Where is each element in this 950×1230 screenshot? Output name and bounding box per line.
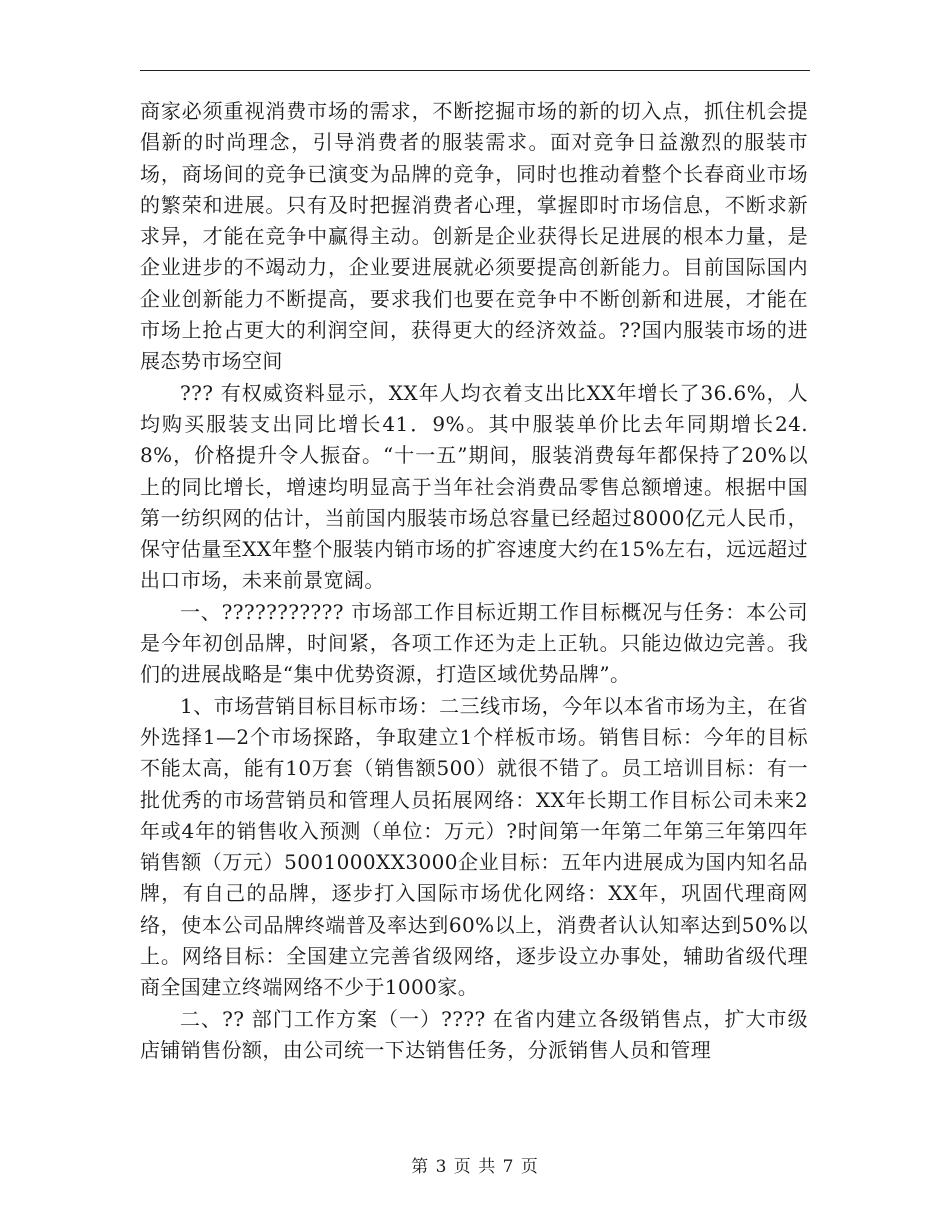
paragraph-5: 二、?? 部门工作方案（一）???? 在省内建立各级销售点，扩大市级店铺销售份额，由公司统一下达销售任务，分派销售人员和管理 bbox=[140, 1006, 808, 1062]
paragraph-3: 一、??????????? 市场部工作目标近期工作目标概况与任务：本公司是今年初创品牌，时间紧，各项工作还为走上正轨。只能边做边完善。我们的进展战略是“集中优势资源，打造区域优势品牌”。 bbox=[140, 599, 808, 687]
header-rule bbox=[140, 70, 810, 71]
paragraph-2: ??? 有权威资料显示，XX年人均衣着支出比XX年增长了36.6%，人均购买服装支出同比增长41．9%。其中服装单价比去年同期增长24.8%，价格提升令人振奋。“十一五”期间，服装消费每年都保持了20%以上的同比增长，增速均明显高于当年社会消费品零售总额增速。根据中国第一纺织网的估计，当前国内服装市场总容量已经超过8000亿元人民币，保守估量至XX年整个服装内销市场的扩容速度大约在15%左右，远远超过出口市场，未来前景宽阔。 bbox=[140, 380, 808, 593]
paragraph-1: 商家必须重视消费市场的需求，不断挖掘市场的新的切入点，抓住机会提倡新的时尚理念，引导消费者的服装需求。面对竞争日益激烈的服装市场，商场间的竞争已演变为品牌的竞争，同时也推动着整个长春商业市场的繁荣和进展。只有及时把握消费者心理，掌握即时市场信息，不断求新求异，才能在竞争中赢得主动。创新是企业获得长足进展的根本力量，是企业进步的不竭动力，企业要进展就必须要提高创新能力。目前国际国内企业创新能力不断提高，要求我们也要在竞争中不断创新和进展，才能在市场上抢占更大的利润空间，获得更大的经济效益。??国内服装市场的进展态势市场空间 bbox=[140, 99, 808, 374]
page-footer: 第 3 页 共 7 页 bbox=[411, 1157, 539, 1177]
paragraph-4: 1、市场营销目标目标市场：二三线市场，今年以本省市场为主，在省外选择1—2个市场探路，争取建立1个样板市场。销售目标：今年的目标不能太高，能有10万套（销售额500）就很不错了。员工培训目标：有一批优秀的市场营销员和管理人员拓展网络：XX年长期工作目标公司未来2年或4年的销售收入预测（单位：万元）?时间第一年第二年第三年第四年销售额（万元）5001000XX3000企业目标：五年内进展成为国内知名品牌，有自己的品牌，逐步打入国际市场优化网络：XX年，巩固代理商网络，使本公司品牌终端普及率达到60%以上，消费者认认知率达到50%以上。网络目标：全国建立完善省级网络，逐步设立办事处，辅助省级代理商全国建立终端网络不少于1000家。 bbox=[140, 693, 808, 1000]
document-body bbox=[140, 96, 808, 1066]
